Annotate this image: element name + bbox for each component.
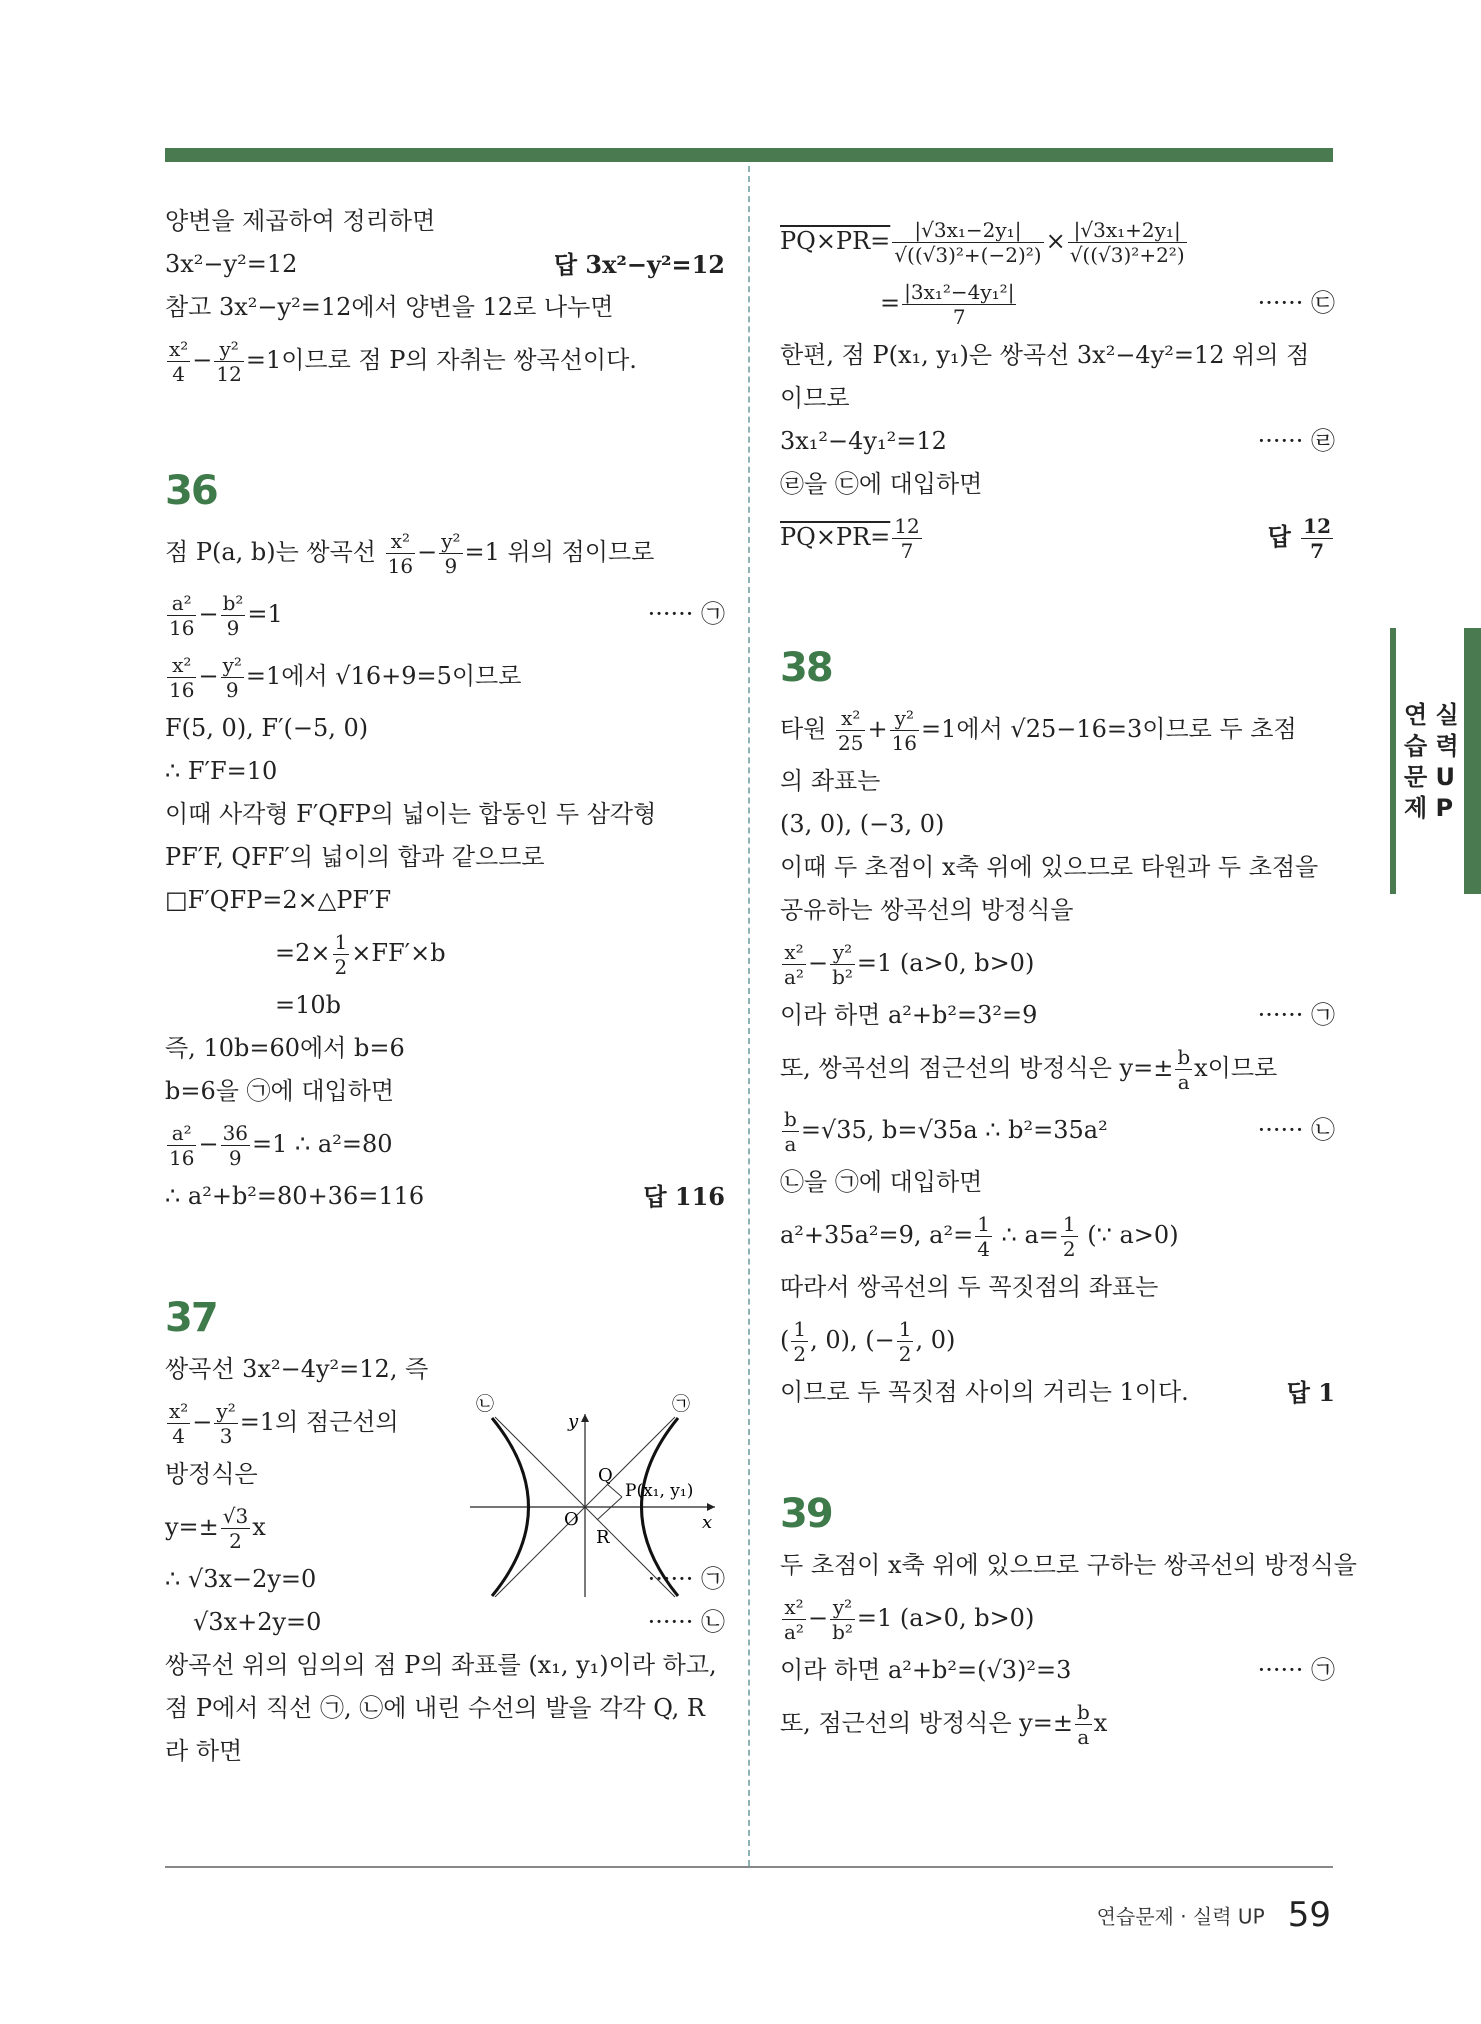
p36-line: 점 P(a, b)는 쌍곡선 $\frac{\text{x²}}{16}$ − $\frac{\text{y²}}{9}$ =1 위의 점이므로	[165, 529, 655, 578]
p36-line: $\frac{\text{a²}}{16}$ − $\frac{36}{9}$ =1 ∴ a²=80	[169, 1121, 393, 1170]
p38-line: 타원 $\frac{\text{x²}}{25}$ + $\frac{\text{y²}}{16}$ =1에서 √25−16=3이므로 두 초점	[780, 706, 1297, 755]
p37-line: $\frac{\text{x²}}{4}$ − $\frac{\text{y²}}{3}$ =1의 점근선의	[169, 1399, 399, 1448]
problem-number-38: 38	[780, 645, 832, 691]
p37-cont-line: 3x₁²−4y₁²=12 ······ ㉣	[780, 427, 1335, 455]
p36-line: 즉, 10b=60에서 b=6	[165, 1034, 405, 1062]
p37-line: 쌍곡선 3x²−4y²=12, 즉	[165, 1355, 429, 1383]
side-tab-text: 문 U	[1404, 763, 1456, 791]
label-circle-1: ㉠	[672, 1394, 690, 1415]
p37-line: ∴ √3x−2y=0 ······ ㉠	[165, 1565, 725, 1593]
p37-line: 점 P에서 직선 ㉠, ㉡에 내린 수선의 발을 각각 Q, R	[165, 1694, 706, 1722]
p38-line: ( $\frac{1}{2}$ , 0), (− $\frac{1}{2}$ , 0)	[780, 1317, 956, 1366]
answer: 답 116	[643, 1182, 725, 1211]
footer-label: 연습문제 · 실력 UP	[1096, 1904, 1265, 1929]
p36-line: $\frac{\text{a²}}{16}$ − $\frac{\text{b²}}{9}$ =1 ······ ㉠	[169, 591, 725, 640]
p37-line: 라 하면	[165, 1737, 243, 1765]
side-tab-text: 제 P	[1404, 794, 1454, 822]
svg-text:R: R	[596, 1527, 610, 1548]
p36-line: =2× $\frac{1}{2}$ ×FF′×b	[275, 930, 446, 979]
p39-line: 두 초점이 x축 위에 있으므로 구하는 쌍곡선의 방정식을	[780, 1551, 1357, 1579]
svg-text:y: y	[568, 1411, 579, 1432]
p39-line: $\frac{\text{x²}}{\text{a²}}$ − $\frac{\text{y²}}{\text{b²}}$ =1 (a>0, b>0)	[784, 1595, 1035, 1644]
p38-line: ㉡을 ㉠에 대입하면	[780, 1168, 983, 1196]
svg-text:O: O	[564, 1509, 579, 1530]
intro-frac-line: $\frac{\text{x²}}{4}$ − $\frac{\text{y²}}{12}$ =1이므로 점 P의 자취는 쌍곡선이다.	[169, 337, 637, 386]
problem-number-36: 36	[165, 468, 217, 514]
p36-line: ∴ F′F=10	[165, 757, 278, 785]
section-side-tab	[1390, 628, 1481, 894]
p36-line: □F′QFP=2×△PF′F	[165, 886, 392, 914]
intro-line: 참고 3x²−y²=12에서 양변을 12로 나누면	[165, 293, 614, 321]
p37-line: 쌍곡선 위의 임의의 점 P의 좌표를 (x₁, y₁)이라 하고,	[165, 1651, 717, 1679]
label-circle-2: ㉡	[476, 1394, 494, 1415]
p38-line: 이때 두 초점이 x축 위에 있으므로 타원과 두 초점을	[780, 853, 1319, 881]
top-green-bar	[165, 148, 1333, 162]
p37-line: y=± $\frac{√3}{2}$ x	[165, 1504, 266, 1553]
p39-line: 이라 하면 a²+b²=(√3)²=3 ······ ㉠	[780, 1656, 1335, 1684]
p36-line: ∴ a²+b²=80+36=116 답 116	[165, 1175, 725, 1218]
problem-number-37: 37	[165, 1295, 217, 1341]
p36-line: =10b	[275, 991, 342, 1019]
p37-cont-line: PQ×PR= $\frac{12}{7}$ 답 $\frac{12}{7}$	[780, 506, 1335, 568]
intro-line: 3x²−y²=12 답 3x²−y²=12	[165, 243, 725, 286]
p36-line: 이때 사각형 F′QFP의 넓이는 합동인 두 삼각형	[165, 800, 657, 828]
svg-text:x: x	[702, 1512, 713, 1533]
p36-line: b=6을 ㉠에 대입하면	[165, 1077, 395, 1105]
bottom-rule	[165, 1866, 1333, 1868]
page-footer	[1097, 1895, 1331, 1935]
p38-line: (3, 0), (−3, 0)	[780, 810, 945, 838]
p36-line: PF′F, QFF′의 넓이의 합과 같으므로	[165, 843, 545, 871]
p39-line: 또, 점근선의 방정식은 y=± $\frac{b}{a}$ x	[780, 1700, 1108, 1749]
p37-cont-line: PQ×PR= $\frac{\text{|√3x₁−2y₁|}}{\text{√((√3)²+(−2)²)}}$ × $\frac{\text{|√3x₁+2y₁|}}{\text{√((√3)²+2²)}}$	[780, 218, 1185, 267]
answer: 답 $\frac{12}{7}$	[1267, 514, 1331, 563]
right-column	[780, 210, 1357, 1754]
p37-cont-line: ㉣을 ㉢에 대입하면	[780, 470, 983, 498]
p38-line: 이므로 두 꼭짓점 사이의 거리는 1이다. 답 1	[780, 1371, 1335, 1414]
hyperbola-figure	[470, 1392, 720, 1602]
p37-cont-line: 한편, 점 P(x₁, y₁)은 쌍곡선 3x²−4y²=12 위의 점	[780, 341, 1310, 369]
side-tab-text: 습 력	[1404, 732, 1459, 760]
intro-line: 양변을 제곱하여 정리하면	[165, 207, 436, 235]
problem-number-39: 39	[780, 1491, 832, 1537]
p38-line: 공유하는 쌍곡선의 방정식을	[780, 896, 1074, 924]
p38-line: 의 좌표는	[780, 767, 881, 795]
side-tab-text: 연 실	[1404, 701, 1459, 729]
p38-line: $\frac{\text{x²}}{\text{a²}}$ − $\frac{\text{y²}}{\text{b²}}$ =1 (a>0, b>0)	[784, 940, 1035, 989]
p38-line: 이라 하면 a²+b²=3²=9 ······ ㉠	[780, 1001, 1335, 1029]
column-divider	[748, 166, 750, 1866]
p37-line: √3x+2y=0 ······ ㉡	[193, 1608, 725, 1636]
p37-line: 방정식은	[165, 1460, 258, 1488]
p38-line: 또, 쌍곡선의 점근선의 방정식은 y=± $\frac{b}{a}$ x이므로	[780, 1045, 1278, 1094]
page-number: 59	[1287, 1895, 1331, 1935]
p38-line: 따라서 쌍곡선의 두 꼭짓점의 좌표는	[780, 1273, 1159, 1301]
p36-line: $\frac{\text{x²}}{16}$ − $\frac{\text{y²}}{9}$ =1에서 √16+9=5이므로	[169, 653, 522, 702]
svg-text:P(x₁, y₁): P(x₁, y₁)	[625, 1481, 694, 1501]
svg-text:Q: Q	[598, 1465, 613, 1486]
p37-cont-line: = $\frac{\text{|3x₁²−4y₁²|}}{7}$ ······ ㉢	[880, 280, 1335, 329]
answer: 답 1	[1286, 1378, 1335, 1407]
p37-cont-line: 이므로	[780, 384, 850, 412]
p38-line: $\frac{b}{a}$ =√35, b=√35a ∴ b²=35a² ······ ㉡	[784, 1107, 1335, 1156]
p36-line: F(5, 0), F′(−5, 0)	[165, 714, 369, 742]
answer: 답 3x²−y²=12	[553, 250, 725, 279]
p38-line: a²+35a²=9, a²= $\frac{1}{4}$ ∴ a= $\frac{1}{2}$ (∵ a>0)	[780, 1212, 1179, 1261]
